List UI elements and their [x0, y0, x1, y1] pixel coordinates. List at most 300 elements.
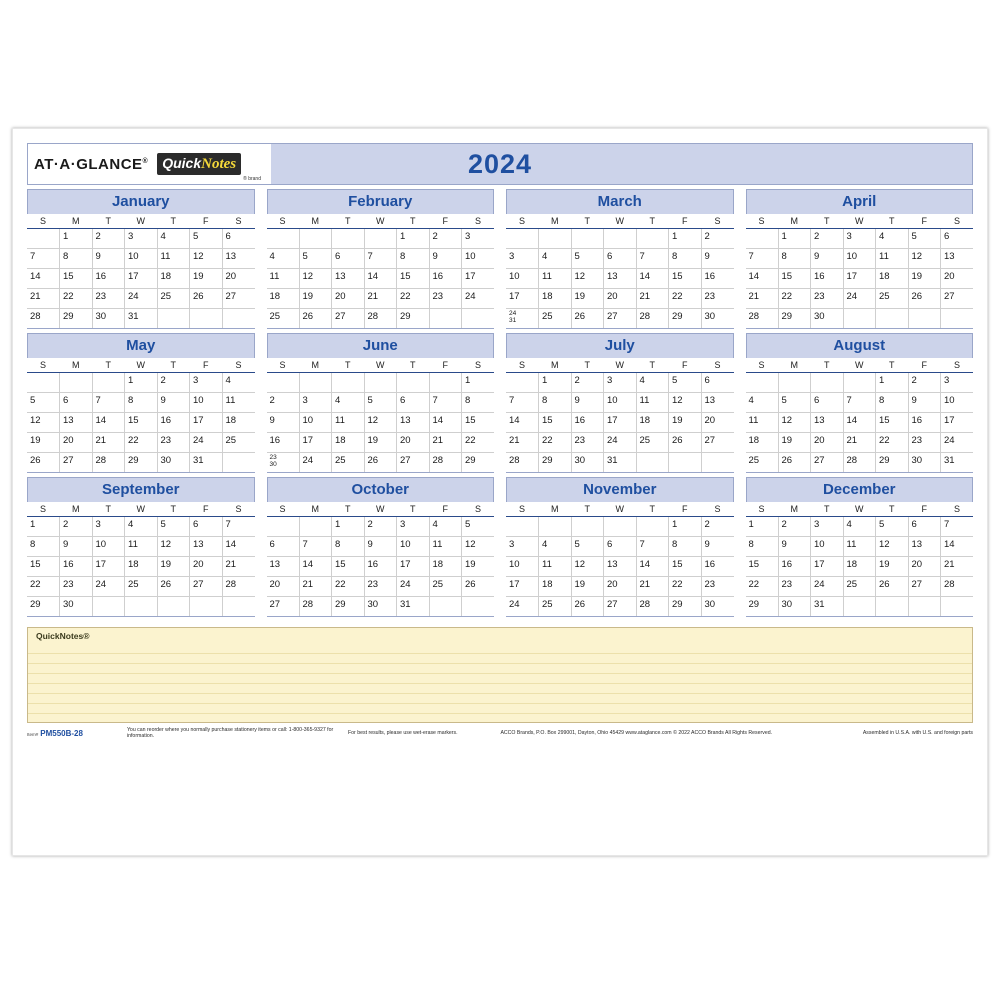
day-cell[interactable]: 10	[190, 393, 223, 413]
day-cell[interactable]: 19	[157, 557, 190, 577]
day-cell[interactable]: 14	[429, 413, 462, 433]
day-cell[interactable]: 9	[908, 393, 941, 413]
day-cell[interactable]: 1	[60, 229, 93, 249]
day-cell[interactable]: 15	[60, 269, 93, 289]
day-cell[interactable]: 31	[125, 309, 158, 329]
day-cell[interactable]: 29	[669, 309, 702, 329]
day-cell[interactable]: 14	[636, 269, 669, 289]
day-cell[interactable]: 15	[669, 269, 702, 289]
day-cell[interactable]: 7	[429, 393, 462, 413]
day-cell[interactable]: 22	[539, 433, 572, 453]
day-cell[interactable]: 8	[669, 249, 702, 269]
day-cell[interactable]: 21	[364, 289, 397, 309]
day-cell[interactable]: 10	[506, 557, 539, 577]
day-cell[interactable]: 3	[299, 393, 332, 413]
day-cell[interactable]: 19	[908, 269, 941, 289]
day-cell[interactable]: 20	[60, 433, 93, 453]
day-cell[interactable]: 25	[876, 289, 909, 309]
day-cell[interactable]: 26	[876, 577, 909, 597]
day-cell[interactable]: 28	[364, 309, 397, 329]
day-cell[interactable]: 18	[222, 413, 255, 433]
day-cell[interactable]: 21	[941, 557, 974, 577]
day-cell[interactable]: 3	[941, 373, 974, 393]
day-cell[interactable]: 17	[299, 433, 332, 453]
day-cell[interactable]: 14	[843, 413, 876, 433]
day-cell[interactable]: 17	[397, 557, 430, 577]
day-cell[interactable]: 11	[746, 413, 779, 433]
day-cell[interactable]: 10	[299, 413, 332, 433]
day-cell[interactable]: 15	[27, 557, 60, 577]
day-cell[interactable]: 2	[908, 373, 941, 393]
day-cell[interactable]: 11	[539, 269, 572, 289]
day-cell[interactable]: 27	[908, 577, 941, 597]
day-cell[interactable]: 27	[60, 453, 93, 473]
day-cell[interactable]: 7	[92, 393, 125, 413]
day-cell[interactable]: 20	[701, 413, 734, 433]
day-cell[interactable]: 27	[701, 433, 734, 453]
day-cell[interactable]: 1	[669, 517, 702, 537]
day-cell[interactable]: 7	[746, 249, 779, 269]
day-cell[interactable]: 4	[539, 537, 572, 557]
day-cell[interactable]: 23	[157, 433, 190, 453]
day-cell[interactable]: 28	[429, 453, 462, 473]
day-cell[interactable]: 6	[941, 229, 974, 249]
day-cell[interactable]: 28	[636, 597, 669, 617]
day-cell[interactable]: 7	[364, 249, 397, 269]
day-cell[interactable]: 17	[190, 413, 223, 433]
day-cell[interactable]: 7	[843, 393, 876, 413]
day-cell[interactable]: 24	[125, 289, 158, 309]
day-cell[interactable]: 2	[811, 229, 844, 249]
day-cell[interactable]: 5	[669, 373, 702, 393]
day-cell[interactable]: 26	[908, 289, 941, 309]
day-cell[interactable]: 22	[332, 577, 365, 597]
day-cell[interactable]: 29	[332, 597, 365, 617]
day-cell[interactable]: 4	[157, 229, 190, 249]
day-cell[interactable]: 4	[222, 373, 255, 393]
day-cell[interactable]: 7	[299, 537, 332, 557]
day-cell[interactable]: 28	[843, 453, 876, 473]
day-cell[interactable]: 5	[571, 249, 604, 269]
day-cell[interactable]: 10	[92, 537, 125, 557]
day-cell[interactable]: 11	[843, 537, 876, 557]
day-cell[interactable]: 6	[908, 517, 941, 537]
day-cell[interactable]: 24	[397, 577, 430, 597]
day-cell[interactable]: 22	[746, 577, 779, 597]
day-cell[interactable]: 28	[506, 453, 539, 473]
day-cell[interactable]: 29	[778, 309, 811, 329]
day-cell[interactable]: 25	[125, 577, 158, 597]
day-cell[interactable]: 29	[397, 309, 430, 329]
day-cell[interactable]: 9	[364, 537, 397, 557]
day-cell[interactable]: 25	[539, 309, 572, 329]
day-cell[interactable]: 26	[299, 309, 332, 329]
day-cell[interactable]: 6	[190, 517, 223, 537]
day-cell[interactable]: 22	[462, 433, 495, 453]
day-cell[interactable]: 1	[462, 373, 495, 393]
day-cell[interactable]: 3	[843, 229, 876, 249]
day-cell[interactable]: 28	[746, 309, 779, 329]
day-cell[interactable]: 2	[701, 229, 734, 249]
day-cell[interactable]: 26	[669, 433, 702, 453]
day-cell[interactable]: 1	[397, 229, 430, 249]
day-cell[interactable]: 19	[571, 289, 604, 309]
day-cell[interactable]: 19	[571, 577, 604, 597]
day-cell[interactable]: 8	[60, 249, 93, 269]
day-cell[interactable]: 7	[506, 393, 539, 413]
day-cell[interactable]: 26	[157, 577, 190, 597]
day-cell[interactable]: 21	[843, 433, 876, 453]
day-cell[interactable]: 20	[267, 577, 300, 597]
day-cell[interactable]: 5	[157, 517, 190, 537]
day-cell[interactable]: 18	[539, 289, 572, 309]
day-cell[interactable]: 23	[701, 289, 734, 309]
day-cell[interactable]: 3	[92, 517, 125, 537]
day-cell[interactable]: 17	[125, 269, 158, 289]
day-cell[interactable]: 23	[571, 433, 604, 453]
day-cell[interactable]: 9	[571, 393, 604, 413]
day-cell[interactable]: 14	[92, 413, 125, 433]
day-cell[interactable]: 1	[876, 373, 909, 393]
day-cell[interactable]: 7	[636, 537, 669, 557]
day-cell[interactable]: 14	[506, 413, 539, 433]
day-cell[interactable]: 8	[27, 537, 60, 557]
day-cell[interactable]: 15	[462, 413, 495, 433]
day-cell[interactable]: 4	[332, 393, 365, 413]
day-cell[interactable]: 11	[539, 557, 572, 577]
day-cell[interactable]: 15	[746, 557, 779, 577]
day-cell[interactable]: 25	[429, 577, 462, 597]
day-cell[interactable]: 15	[397, 269, 430, 289]
day-cell[interactable]: 11	[222, 393, 255, 413]
day-cell[interactable]: 27	[811, 453, 844, 473]
day-cell[interactable]: 27	[222, 289, 255, 309]
day-cell[interactable]: 19	[462, 557, 495, 577]
day-cell[interactable]: 12	[462, 537, 495, 557]
day-cell[interactable]: 31	[811, 597, 844, 617]
day-cell[interactable]: 3	[462, 229, 495, 249]
day-cell[interactable]: 25	[843, 577, 876, 597]
day-cell[interactable]: 29	[876, 453, 909, 473]
day-cell[interactable]: 27	[397, 453, 430, 473]
day-cell[interactable]: 6	[222, 229, 255, 249]
day-cell[interactable]: 7	[941, 517, 974, 537]
day-cell[interactable]: 15	[778, 269, 811, 289]
day-cell[interactable]: 14	[299, 557, 332, 577]
day-cell[interactable]: 16	[701, 269, 734, 289]
day-cell[interactable]: 4	[125, 517, 158, 537]
day-cell[interactable]: 23	[429, 289, 462, 309]
day-cell[interactable]: 20	[811, 433, 844, 453]
day-cell[interactable]: 25	[746, 453, 779, 473]
day-cell[interactable]: 19	[190, 269, 223, 289]
quicknotes-area[interactable]	[27, 627, 973, 723]
day-cell[interactable]: 8	[397, 249, 430, 269]
day-cell[interactable]: 10	[811, 537, 844, 557]
day-cell[interactable]: 8	[746, 537, 779, 557]
day-cell[interactable]: 27	[604, 309, 637, 329]
day-cell[interactable]: 24	[506, 597, 539, 617]
day-cell[interactable]: 17	[462, 269, 495, 289]
day-cell[interactable]: 20	[222, 269, 255, 289]
day-cell[interactable]: 12	[157, 537, 190, 557]
day-cell[interactable]: 30	[157, 453, 190, 473]
day-cell[interactable]: 11	[267, 269, 300, 289]
day-cell[interactable]: 13	[604, 269, 637, 289]
day-cell[interactable]: 20	[941, 269, 974, 289]
day-cell[interactable]: 28	[636, 309, 669, 329]
day-cell[interactable]: 13	[397, 413, 430, 433]
day-cell[interactable]: 15	[332, 557, 365, 577]
day-cell[interactable]: 23	[701, 577, 734, 597]
day-cell[interactable]: 16	[811, 269, 844, 289]
day-cell[interactable]: 18	[539, 577, 572, 597]
day-cell[interactable]: 12	[190, 249, 223, 269]
day-cell[interactable]: 21	[27, 289, 60, 309]
day-cell[interactable]: 21	[429, 433, 462, 453]
day-cell[interactable]: 17	[92, 557, 125, 577]
day-cell[interactable]: 17	[941, 413, 974, 433]
day-cell[interactable]: 31	[397, 597, 430, 617]
day-cell[interactable]: 23	[908, 433, 941, 453]
day-cell[interactable]: 1	[27, 517, 60, 537]
day-cell[interactable]: 20	[604, 577, 637, 597]
day-cell[interactable]	[267, 453, 300, 473]
day-cell[interactable]: 2	[778, 517, 811, 537]
day-cell[interactable]: 17	[604, 413, 637, 433]
day-cell[interactable]: 30	[908, 453, 941, 473]
day-cell[interactable]: 26	[364, 453, 397, 473]
day-cell[interactable]: 7	[222, 517, 255, 537]
day-cell[interactable]: 18	[125, 557, 158, 577]
day-cell[interactable]: 4	[876, 229, 909, 249]
day-cell[interactable]: 18	[843, 557, 876, 577]
day-cell[interactable]: 31	[604, 453, 637, 473]
day-cell[interactable]: 11	[157, 249, 190, 269]
day-cell[interactable]: 17	[843, 269, 876, 289]
day-cell[interactable]: 29	[27, 597, 60, 617]
day-cell[interactable]: 13	[332, 269, 365, 289]
day-cell[interactable]: 8	[876, 393, 909, 413]
day-cell[interactable]: 17	[811, 557, 844, 577]
day-cell[interactable]: 27	[190, 577, 223, 597]
day-cell[interactable]: 3	[604, 373, 637, 393]
day-cell[interactable]: 25	[539, 597, 572, 617]
day-cell[interactable]: 6	[604, 249, 637, 269]
day-cell[interactable]	[506, 309, 539, 329]
day-cell[interactable]: 16	[571, 413, 604, 433]
day-cell[interactable]: 28	[92, 453, 125, 473]
day-cell[interactable]: 14	[27, 269, 60, 289]
day-cell[interactable]: 4	[267, 249, 300, 269]
day-cell[interactable]: 25	[222, 433, 255, 453]
day-cell[interactable]: 16	[778, 557, 811, 577]
day-cell[interactable]: 12	[571, 557, 604, 577]
day-cell[interactable]: 15	[669, 557, 702, 577]
day-cell[interactable]: 19	[364, 433, 397, 453]
day-cell[interactable]: 8	[332, 537, 365, 557]
day-cell[interactable]: 4	[843, 517, 876, 537]
day-cell[interactable]: 2	[701, 517, 734, 537]
day-cell[interactable]: 4	[539, 249, 572, 269]
day-cell[interactable]: 9	[811, 249, 844, 269]
day-cell[interactable]: 5	[778, 393, 811, 413]
day-cell[interactable]: 24	[92, 577, 125, 597]
day-cell[interactable]: 19	[669, 413, 702, 433]
day-cell[interactable]: 12	[876, 537, 909, 557]
day-cell[interactable]: 22	[669, 577, 702, 597]
day-cell[interactable]: 29	[746, 597, 779, 617]
day-cell[interactable]: 9	[92, 249, 125, 269]
day-cell[interactable]: 18	[157, 269, 190, 289]
day-cell[interactable]: 19	[778, 433, 811, 453]
day-cell[interactable]: 12	[27, 413, 60, 433]
day-cell[interactable]: 27	[332, 309, 365, 329]
day-cell[interactable]: 10	[941, 393, 974, 413]
day-cell[interactable]: 2	[571, 373, 604, 393]
day-cell[interactable]: 30	[571, 453, 604, 473]
day-cell[interactable]: 21	[92, 433, 125, 453]
day-cell[interactable]: 6	[332, 249, 365, 269]
day-cell[interactable]: 21	[506, 433, 539, 453]
day-cell[interactable]: 26	[571, 309, 604, 329]
day-cell[interactable]: 1	[539, 373, 572, 393]
day-cell[interactable]: 27	[941, 289, 974, 309]
day-cell[interactable]: 5	[27, 393, 60, 413]
day-cell[interactable]: 9	[157, 393, 190, 413]
day-cell[interactable]: 20	[397, 433, 430, 453]
day-cell[interactable]: 30	[364, 597, 397, 617]
day-cell[interactable]: 5	[876, 517, 909, 537]
day-cell[interactable]: 23	[778, 577, 811, 597]
day-cell[interactable]: 28	[299, 597, 332, 617]
day-cell[interactable]: 31	[941, 453, 974, 473]
day-cell[interactable]: 10	[397, 537, 430, 557]
day-cell[interactable]: 23	[364, 577, 397, 597]
day-cell[interactable]: 28	[27, 309, 60, 329]
day-cell[interactable]: 24	[604, 433, 637, 453]
day-cell[interactable]: 21	[299, 577, 332, 597]
day-cell[interactable]: 3	[190, 373, 223, 393]
day-cell[interactable]: 14	[222, 537, 255, 557]
day-cell[interactable]: 16	[60, 557, 93, 577]
day-cell[interactable]: 22	[60, 289, 93, 309]
day-cell[interactable]: 30	[778, 597, 811, 617]
day-cell[interactable]: 16	[157, 413, 190, 433]
day-cell[interactable]: 20	[190, 557, 223, 577]
day-cell[interactable]: 1	[125, 373, 158, 393]
day-cell[interactable]: 14	[941, 537, 974, 557]
day-cell[interactable]: 1	[669, 229, 702, 249]
day-cell[interactable]: 2	[60, 517, 93, 537]
day-cell[interactable]: 9	[267, 413, 300, 433]
day-cell[interactable]: 31	[190, 453, 223, 473]
day-cell[interactable]: 1	[778, 229, 811, 249]
day-cell[interactable]: 11	[125, 537, 158, 557]
day-cell[interactable]: 29	[539, 453, 572, 473]
day-cell[interactable]: 13	[908, 537, 941, 557]
day-cell[interactable]: 15	[125, 413, 158, 433]
day-cell[interactable]: 12	[669, 393, 702, 413]
day-cell[interactable]: 5	[299, 249, 332, 269]
day-cell[interactable]: 11	[429, 537, 462, 557]
day-cell[interactable]: 26	[27, 453, 60, 473]
day-cell[interactable]: 18	[746, 433, 779, 453]
day-cell[interactable]: 18	[332, 433, 365, 453]
day-cell[interactable]: 5	[571, 537, 604, 557]
day-cell[interactable]: 5	[908, 229, 941, 249]
day-cell[interactable]: 12	[364, 413, 397, 433]
day-cell[interactable]: 29	[462, 453, 495, 473]
day-cell[interactable]: 28	[222, 577, 255, 597]
day-cell[interactable]: 10	[604, 393, 637, 413]
day-cell[interactable]: 29	[669, 597, 702, 617]
day-cell[interactable]: 9	[60, 537, 93, 557]
day-cell[interactable]: 23	[60, 577, 93, 597]
day-cell[interactable]: 10	[843, 249, 876, 269]
day-cell[interactable]: 4	[636, 373, 669, 393]
day-cell[interactable]: 2	[267, 393, 300, 413]
day-cell[interactable]: 7	[636, 249, 669, 269]
day-cell[interactable]: 30	[701, 597, 734, 617]
day-cell[interactable]: 8	[462, 393, 495, 413]
day-cell[interactable]: 24	[462, 289, 495, 309]
day-cell[interactable]: 4	[746, 393, 779, 413]
day-cell[interactable]: 8	[125, 393, 158, 413]
day-cell[interactable]: 18	[876, 269, 909, 289]
day-cell[interactable]: 15	[876, 413, 909, 433]
day-cell[interactable]: 16	[701, 557, 734, 577]
day-cell[interactable]: 13	[267, 557, 300, 577]
day-cell[interactable]: 28	[941, 577, 974, 597]
day-cell[interactable]: 29	[125, 453, 158, 473]
day-cell[interactable]: 3	[125, 229, 158, 249]
day-cell[interactable]: 12	[778, 413, 811, 433]
day-cell[interactable]: 24	[941, 433, 974, 453]
day-cell[interactable]: 16	[908, 413, 941, 433]
day-cell[interactable]: 25	[157, 289, 190, 309]
day-cell[interactable]: 21	[222, 557, 255, 577]
day-cell[interactable]: 2	[92, 229, 125, 249]
day-cell[interactable]: 30	[701, 309, 734, 329]
day-cell[interactable]: 3	[811, 517, 844, 537]
day-cell[interactable]: 7	[27, 249, 60, 269]
day-cell[interactable]: 6	[60, 393, 93, 413]
day-cell[interactable]: 19	[299, 289, 332, 309]
day-cell[interactable]: 21	[636, 289, 669, 309]
day-cell[interactable]: 25	[267, 309, 300, 329]
day-cell[interactable]: 18	[636, 413, 669, 433]
day-cell[interactable]: 24	[843, 289, 876, 309]
day-cell[interactable]: 30	[92, 309, 125, 329]
day-cell[interactable]: 2	[157, 373, 190, 393]
day-cell[interactable]: 1	[746, 517, 779, 537]
day-cell[interactable]: 11	[636, 393, 669, 413]
day-cell[interactable]: 5	[364, 393, 397, 413]
day-cell[interactable]: 26	[190, 289, 223, 309]
day-cell[interactable]: 22	[669, 289, 702, 309]
day-cell[interactable]: 23	[811, 289, 844, 309]
day-cell[interactable]: 14	[746, 269, 779, 289]
day-cell[interactable]: 18	[267, 289, 300, 309]
day-cell[interactable]: 3	[506, 537, 539, 557]
day-cell[interactable]: 16	[92, 269, 125, 289]
day-cell[interactable]: 18	[429, 557, 462, 577]
day-cell[interactable]: 30	[60, 597, 93, 617]
day-cell[interactable]: 20	[908, 557, 941, 577]
day-cell[interactable]: 8	[778, 249, 811, 269]
day-cell[interactable]: 12	[908, 249, 941, 269]
